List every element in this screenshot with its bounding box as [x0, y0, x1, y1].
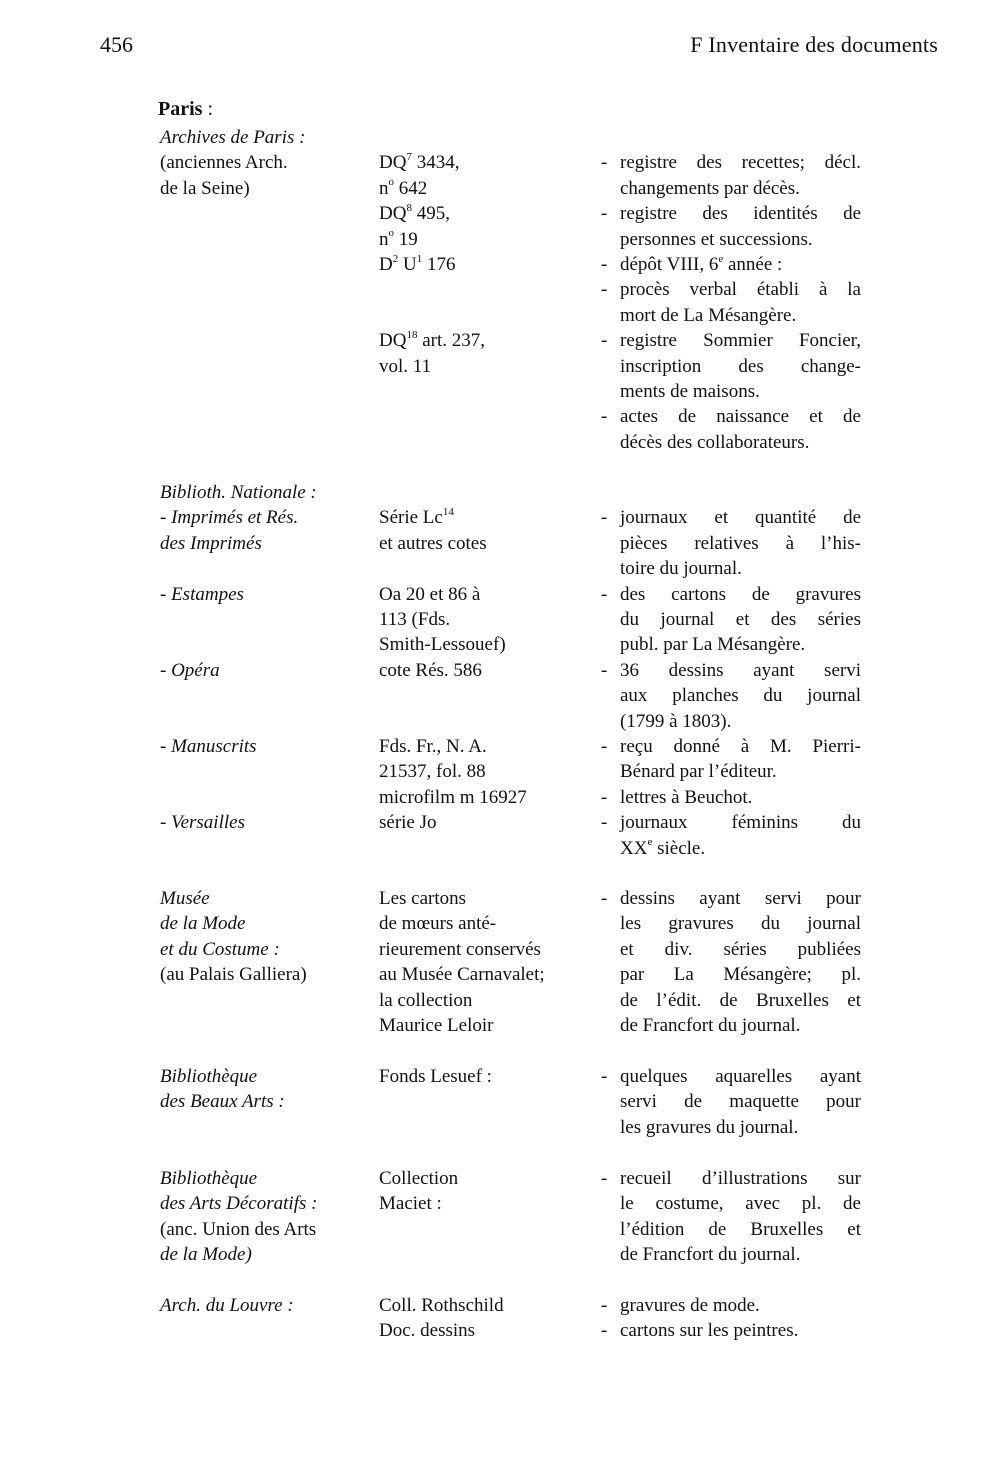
text-line: la collection — [379, 989, 473, 1011]
repository-cell — [160, 480, 372, 836]
text-line: Bénard par l’éditeur. — [620, 761, 777, 783]
text-line: 113 (Fds. — [379, 609, 451, 631]
text-line: Série Lc$^{14}$ — [379, 506, 454, 529]
text-line: de l’édit. de Bruxelles et — [620, 989, 861, 1011]
text-line — [379, 277, 579, 302]
text-line: - des cartons de gravures — [601, 583, 861, 605]
text-line: - cartons sur les peintres. — [601, 1320, 799, 1342]
text-line: $n^o$ 19 — [379, 227, 418, 250]
text-line: - 36 dessins ayant servi — [601, 659, 861, 681]
text-line: Smith-Lessouef) — [379, 634, 506, 656]
text-line: (1799 à 1803). — [620, 710, 732, 732]
text-line: les gravures du journal. — [620, 1116, 799, 1138]
text-line: - quelques aquarelles ayant — [601, 1066, 861, 1087]
text-line: des Imprimés — [160, 532, 262, 554]
repository-cell — [160, 125, 372, 201]
shelfmark-cell — [379, 1064, 579, 1089]
text-line: - gravures de mode. — [601, 1295, 760, 1316]
text-line: du journal et des séries — [620, 609, 861, 631]
text-line: Fds. Fr., N. A. — [379, 736, 487, 758]
text-line: des Beaux Arts : — [160, 1091, 285, 1113]
text-line: mort de La Mésangère. — [620, 304, 797, 326]
shelfmark-cell — [379, 1293, 579, 1344]
text-line: pièces relatives à l’his- — [620, 532, 861, 554]
text-line — [160, 607, 372, 632]
text-line: Fonds Lesuef : — [379, 1066, 492, 1087]
description-cell — [596, 1166, 861, 1268]
shelfmark-cell — [379, 480, 579, 836]
text-line: DQ$^{18}$ art. 237, — [379, 328, 485, 352]
text-line: ments de maisons. — [620, 381, 760, 403]
text-line: changements par décès. — [620, 177, 800, 199]
text-line: Biblioth. Nationale : — [160, 482, 317, 503]
page-number: 456 — [100, 32, 133, 57]
text-line: Doc. dessins — [379, 1320, 476, 1342]
text-line: par La Mésangère; pl. — [620, 964, 861, 986]
text-line: vol. 11 — [379, 355, 432, 377]
text-line: servi de maquette pour — [620, 1091, 861, 1113]
text-line — [160, 759, 372, 784]
text-line — [596, 125, 861, 150]
text-line: publ. par La Mésangère. — [620, 634, 806, 656]
text-line: - Opéra — [160, 659, 220, 681]
text-line: Maurice Leloir — [379, 1015, 494, 1037]
description-cell — [596, 1293, 861, 1344]
text-line: (anciennes Arch. — [160, 152, 288, 174]
text-line — [379, 556, 579, 581]
description-cell — [596, 886, 861, 1038]
text-line: Collection — [379, 1168, 459, 1189]
running-header: F Inventaire des documents — [690, 32, 938, 57]
text-line: Oa 20 et 86 à — [379, 583, 481, 605]
text-line: $DQ^8$ 495, — [379, 201, 450, 225]
text-line: XXe siècle. — [620, 836, 706, 859]
text-line: série Jo — [379, 812, 437, 834]
repository-cell — [160, 1064, 372, 1115]
text-line: - lettres à Beuchot. — [601, 786, 753, 808]
shelfmark-cell — [379, 1166, 579, 1217]
text-line: - Versailles — [160, 812, 245, 834]
text-line: $n^o$ 642 — [379, 176, 428, 199]
repository-cell — [160, 1293, 372, 1318]
text-line — [160, 683, 372, 708]
text-line: - Imprimés et Rés. — [160, 507, 299, 529]
text-line: de Francfort du journal. — [620, 1244, 801, 1266]
text-line: - actes de naissance et de — [601, 406, 861, 428]
text-line — [379, 709, 579, 734]
text-line: Bibliothèque — [160, 1168, 258, 1189]
repository-cell — [160, 1166, 372, 1268]
text-line — [160, 785, 372, 810]
text-line: les gravures du journal — [620, 913, 861, 935]
description-cell — [596, 1064, 861, 1140]
text-line: - reçu donné à M. Pierri- — [601, 736, 861, 758]
text-line — [379, 683, 579, 708]
text-line: Arch. du Louvre : — [160, 1295, 294, 1316]
text-line — [160, 632, 372, 657]
text-line — [160, 556, 372, 581]
text-line: - dessins ayant servi pour — [601, 888, 861, 909]
text-line: de mœurs anté- — [379, 913, 497, 935]
text-line: - Manuscrits — [160, 736, 257, 758]
text-line: Archives de Paris : — [160, 127, 306, 148]
text-line: et div. séries publiées — [620, 938, 861, 960]
text-line: rieurement conservés — [379, 938, 541, 960]
text-line: personnes et successions. — [620, 228, 813, 250]
text-line: - procès verbal établi à la — [601, 279, 861, 301]
text-line: - journaux féminins du — [601, 812, 861, 834]
text-line: Coll. Rothschild — [379, 1295, 504, 1316]
text-line — [596, 480, 861, 505]
text-line: l’édition de Bruxelles et — [620, 1218, 861, 1240]
text-line: Bibliothèque — [160, 1066, 258, 1087]
text-line: 21537, fol. 88 — [379, 761, 486, 783]
text-line: de la Mode — [160, 913, 246, 935]
text-line: (anc. Union des Arts — [160, 1218, 317, 1240]
text-line: - dépôt VIII, 6e année : — [601, 252, 783, 276]
text-line: le costume, avec pl. de — [620, 1193, 861, 1215]
text-line: $D^2$ $U^1$ 176 — [379, 252, 456, 276]
repository-cell — [160, 886, 372, 988]
section-heading-paris — [158, 98, 213, 121]
text-line: cote Rés. 586 — [379, 659, 482, 681]
text-line: décès des collaborateurs. — [620, 431, 810, 453]
text-line: $DQ^7$ 3434, — [379, 151, 460, 174]
text-line: - registre des recettes; décl. — [601, 152, 861, 174]
text-line: des Arts Décoratifs : — [160, 1193, 318, 1215]
text-line: inscription des change- — [620, 355, 861, 377]
text-line: de la Mode) — [160, 1244, 252, 1266]
text-line: et autres cotes — [379, 532, 487, 554]
text-line: Les cartons — [379, 888, 467, 909]
text-line: toire du journal. — [620, 558, 742, 580]
section-title-colon: : — [202, 98, 213, 120]
section-title: Paris — [158, 98, 203, 120]
text-line: - journaux et quantité de — [601, 507, 861, 529]
text-line: - registre des identités de — [601, 203, 861, 225]
text-line: de la Seine) — [160, 177, 250, 199]
description-cell — [596, 480, 861, 861]
text-line: aux planches du journal — [620, 685, 861, 707]
text-line: - Estampes — [160, 583, 244, 605]
text-line: et du Costume : — [160, 938, 280, 960]
text-line — [379, 480, 579, 505]
text-line: au Musée Carnavalet; — [379, 964, 545, 986]
text-line: Maciet : — [379, 1193, 442, 1215]
text-line: Musée — [160, 888, 210, 909]
text-line: (au Palais Galliera) — [160, 964, 307, 986]
text-line — [379, 125, 579, 150]
shelfmark-cell — [379, 125, 579, 379]
text-line: - recueil d’illustrations sur — [601, 1168, 861, 1189]
text-line: - registre Sommier Foncier, — [601, 330, 861, 352]
text-line — [160, 709, 372, 734]
text-line: de Francfort du journal. — [620, 1015, 801, 1037]
shelfmark-cell — [379, 886, 579, 1038]
description-cell — [596, 125, 861, 455]
text-line — [379, 303, 579, 328]
text-line: microfilm m 16927 — [379, 786, 527, 808]
